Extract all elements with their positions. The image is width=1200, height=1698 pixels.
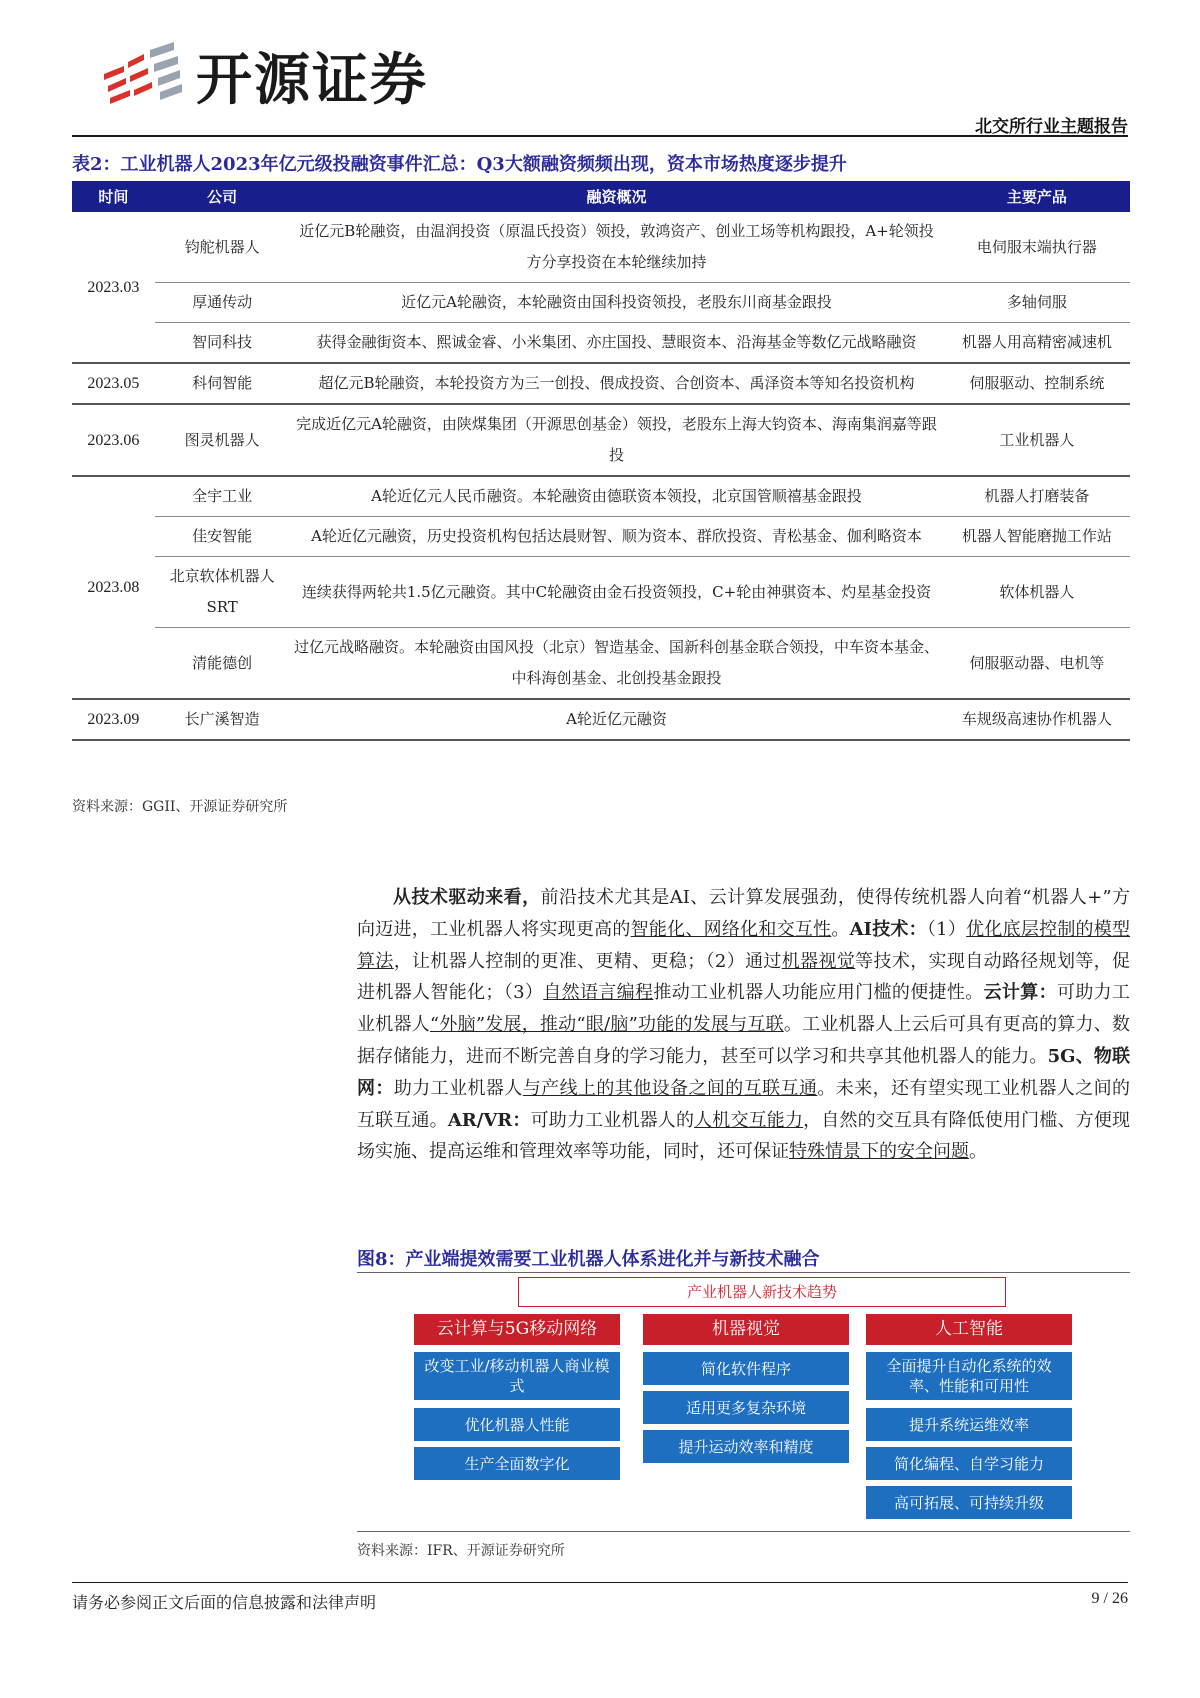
- benefit-box: 全面提升自动化系统的效率、性能和可用性: [866, 1352, 1072, 1400]
- company-cell: 科伺智能: [155, 363, 290, 404]
- product-cell: 多轴伺服: [944, 283, 1130, 323]
- detail-cell: 超亿元B轮融资，本轮投资方为三一创投、偎成投资、合创资本、禹泽资本等知名投资机构: [289, 363, 943, 404]
- page-number: 9 / 26: [1091, 1590, 1128, 1607]
- tech-driver-paragraph: [357, 882, 1130, 1168]
- table-row: [72, 363, 1130, 404]
- product-cell: 伺服驱动、控制系统: [944, 363, 1130, 404]
- bold-segment: AI技术：: [849, 918, 927, 940]
- underlined-segment: 人机交互能力: [694, 1109, 804, 1131]
- benefit-box: 生产全面数字化: [414, 1447, 620, 1480]
- product-cell: 软体机器人: [944, 557, 1130, 628]
- benefit-box: 简化软件程序: [643, 1352, 849, 1385]
- disclaimer: 请务必参阅正文后面的信息披露和法律声明: [72, 1593, 377, 1612]
- benefit-box: 改变工业/移动机器人商业模式: [414, 1352, 620, 1400]
- table-row: [72, 699, 1130, 740]
- underlined-segment: 智能化、网络化和交互性: [630, 918, 832, 940]
- date-cell: 2023.08: [72, 476, 155, 699]
- company-cell: 钧舵机器人: [155, 212, 290, 283]
- column-header: 主要产品: [944, 181, 1130, 212]
- text-segment: 前沿技术尤其是AI、云计算发展强劲，使得传统机器人向着“机器人+”方向迈进，工业机器人将实现更高的: [357, 887, 1131, 940]
- company-cell: 长广溪智造: [155, 699, 290, 740]
- benefit-box: 高可拓展、可持续升级: [866, 1486, 1072, 1519]
- trend-label: 产业机器人新技术趋势: [518, 1277, 1006, 1307]
- product-cell: 伺服驱动器、电机等: [944, 628, 1130, 700]
- text-segment: 。工业机器人上云后可具有更高的算力、数据存储能力，进而不断完善自身的学习能力，甚至可以学习和共享其他机器人的能力。: [357, 1014, 1130, 1067]
- figure-source: 资料来源：IFR、开源证券研究所: [357, 1543, 565, 1559]
- figure-bottom-rule: [357, 1531, 1130, 1532]
- table-row: [72, 557, 1130, 628]
- company-cell: 智同科技: [155, 323, 290, 364]
- header-divider: [72, 135, 1128, 137]
- product-cell: 机器人用高精密减速机: [944, 323, 1130, 364]
- product-cell: 工业机器人: [944, 404, 1130, 476]
- report-type: 北交所行业主题报告: [975, 117, 1128, 137]
- underlined-segment: 优化底层控制的模型算法: [357, 918, 1131, 972]
- benefit-box: 简化编程、自学习能力: [866, 1447, 1072, 1480]
- table-row: [72, 517, 1130, 557]
- table-title: 表2：工业机器人2023年亿元级投融资事件汇总：Q3大额融资频频出现，资本市场热度逐步提升: [72, 154, 847, 175]
- brand-logo: [100, 36, 428, 116]
- text-segment: ，自然的交互具有降低使用门槛、方便现场实施、提高运维和管理效率等功能，同时，还可保证: [357, 1109, 1130, 1163]
- bold-segment: AR/VR：: [447, 1109, 531, 1131]
- detail-cell: 获得金融街资本、熙诚金睿、小米集团、亦庄国投、慧眼资本、沿海基金等数亿元战略融资: [289, 323, 943, 364]
- benefit-box: 优化机器人性能: [414, 1408, 620, 1441]
- column-header: 公司: [155, 181, 290, 212]
- category-ai: 人工智能: [866, 1314, 1072, 1345]
- company-cell: 清能德创: [155, 628, 290, 700]
- detail-cell: 近亿元B轮融资，由温润投资（原温氏投资）领投，敦鸿资产、创业工场等机构跟投，A+轮领投方分享投资在本轮继续加持: [289, 212, 943, 283]
- table-row: [72, 323, 1130, 364]
- company-cell: 全宇工业: [155, 476, 290, 517]
- text-segment: （1）: [926, 918, 967, 940]
- detail-cell: 近亿元A轮融资，本轮融资由国科投资领投，老股东川商基金跟投: [289, 283, 943, 323]
- bold-segment: 5G、物联网：: [357, 1045, 1130, 1099]
- detail-cell: A轮近亿元融资，历史投资机构包括达晨财智、顺为资本、群欣投资、青松基金、伽利略资本: [289, 517, 943, 557]
- financing-table: [72, 181, 1130, 741]
- underlined-segment: 机器视觉: [781, 950, 856, 972]
- underlined-segment: 与产线上的其他设备之间的互联互通: [522, 1077, 818, 1099]
- brand-name: 开源证券: [196, 48, 428, 113]
- figure-top-rule: [357, 1272, 1130, 1273]
- text-segment: 。未来，还有望实现工业机器人之间的互联互通。: [357, 1077, 1131, 1131]
- text-segment: 可助力工业机器人的: [530, 1109, 695, 1131]
- company-cell: 北京软体机器人SRT: [155, 557, 290, 628]
- date-cell: 2023.05: [72, 363, 155, 404]
- bold-segment: 从技术驱动来看，: [393, 887, 541, 908]
- bold-segment: 云计算：: [983, 982, 1057, 1004]
- benefit-box: 提升运动效率和精度: [643, 1430, 849, 1463]
- company-cell: 图灵机器人: [155, 404, 290, 476]
- date-cell: 2023.06: [72, 404, 155, 476]
- underlined-segment: 自然语言编程: [543, 982, 654, 1004]
- text-segment: 推动工业机器人功能应用门槛的便捷性。: [653, 982, 984, 1004]
- date-cell: 2023.03: [72, 212, 155, 363]
- table-row: [72, 212, 1130, 283]
- table-row: [72, 404, 1130, 476]
- column-header: 时间: [72, 181, 155, 212]
- underlined-segment: 特殊情景下的安全问题: [789, 1141, 969, 1163]
- figure-title: 图8：产业端提效需要工业机器人体系进化并与新技术融合: [357, 1249, 820, 1270]
- text-segment: 等技术，实现自动路径规划等，促进机器人智能化；（3）: [357, 950, 1131, 1004]
- benefit-box: 提升系统运维效率: [866, 1408, 1072, 1441]
- detail-cell: 过亿元战略融资。本轮融资由国风投（北京）智造基金、国新科创基金联合领投，中车资本基金、中科海创基金、北创投基金跟投: [289, 628, 943, 700]
- table-source: 资料来源：GGII、开源证券研究所: [72, 799, 288, 815]
- brand-logo-icon: [100, 40, 186, 112]
- company-cell: 厚通传动: [155, 283, 290, 323]
- text-segment: ，让机器人控制的更准、更精、更稳；（2）通过: [393, 950, 782, 972]
- underlined-segment: “外脑”发展，推动“眼/脑”功能的发展与互联: [429, 1014, 784, 1036]
- product-cell: 机器人打磨装备: [944, 476, 1130, 517]
- text-segment: 。: [969, 1141, 987, 1163]
- table-row: [72, 476, 1130, 517]
- text-segment: 。: [831, 918, 850, 940]
- detail-cell: 连续获得两轮共1.5亿元融资。其中C轮融资由金石投资领投，C+轮由神骐资本、灼星基金投资: [289, 557, 943, 628]
- detail-cell: 完成近亿元A轮融资，由陕煤集团（开源思创基金）领投，老股东上海大钧资本、海南集润嘉等跟投: [289, 404, 943, 476]
- text-segment: 可助力工业机器人: [357, 982, 1131, 1036]
- company-cell: 佳安智能: [155, 517, 290, 557]
- column-header: 融资概况: [289, 181, 943, 212]
- detail-cell: A轮近亿元融资: [289, 699, 943, 740]
- product-cell: 车规级高速协作机器人: [944, 699, 1130, 740]
- text-segment: 助力工业机器人: [393, 1077, 523, 1099]
- detail-cell: A轮近亿元人民币融资。本轮融资由德联资本领投，北京国管顺禧基金跟投: [289, 476, 943, 517]
- product-cell: 电伺服末端执行器: [944, 212, 1130, 283]
- category-cloud-5g: 云计算与5G移动网络: [414, 1314, 620, 1345]
- category-machine-vision: 机器视觉: [643, 1314, 849, 1345]
- table-row: [72, 283, 1130, 323]
- date-cell: 2023.09: [72, 699, 155, 740]
- table-row: [72, 628, 1130, 700]
- product-cell: 机器人智能磨抛工作站: [944, 517, 1130, 557]
- benefit-box: 适用更多复杂环境: [643, 1391, 849, 1424]
- footer-divider: [72, 1582, 1128, 1583]
